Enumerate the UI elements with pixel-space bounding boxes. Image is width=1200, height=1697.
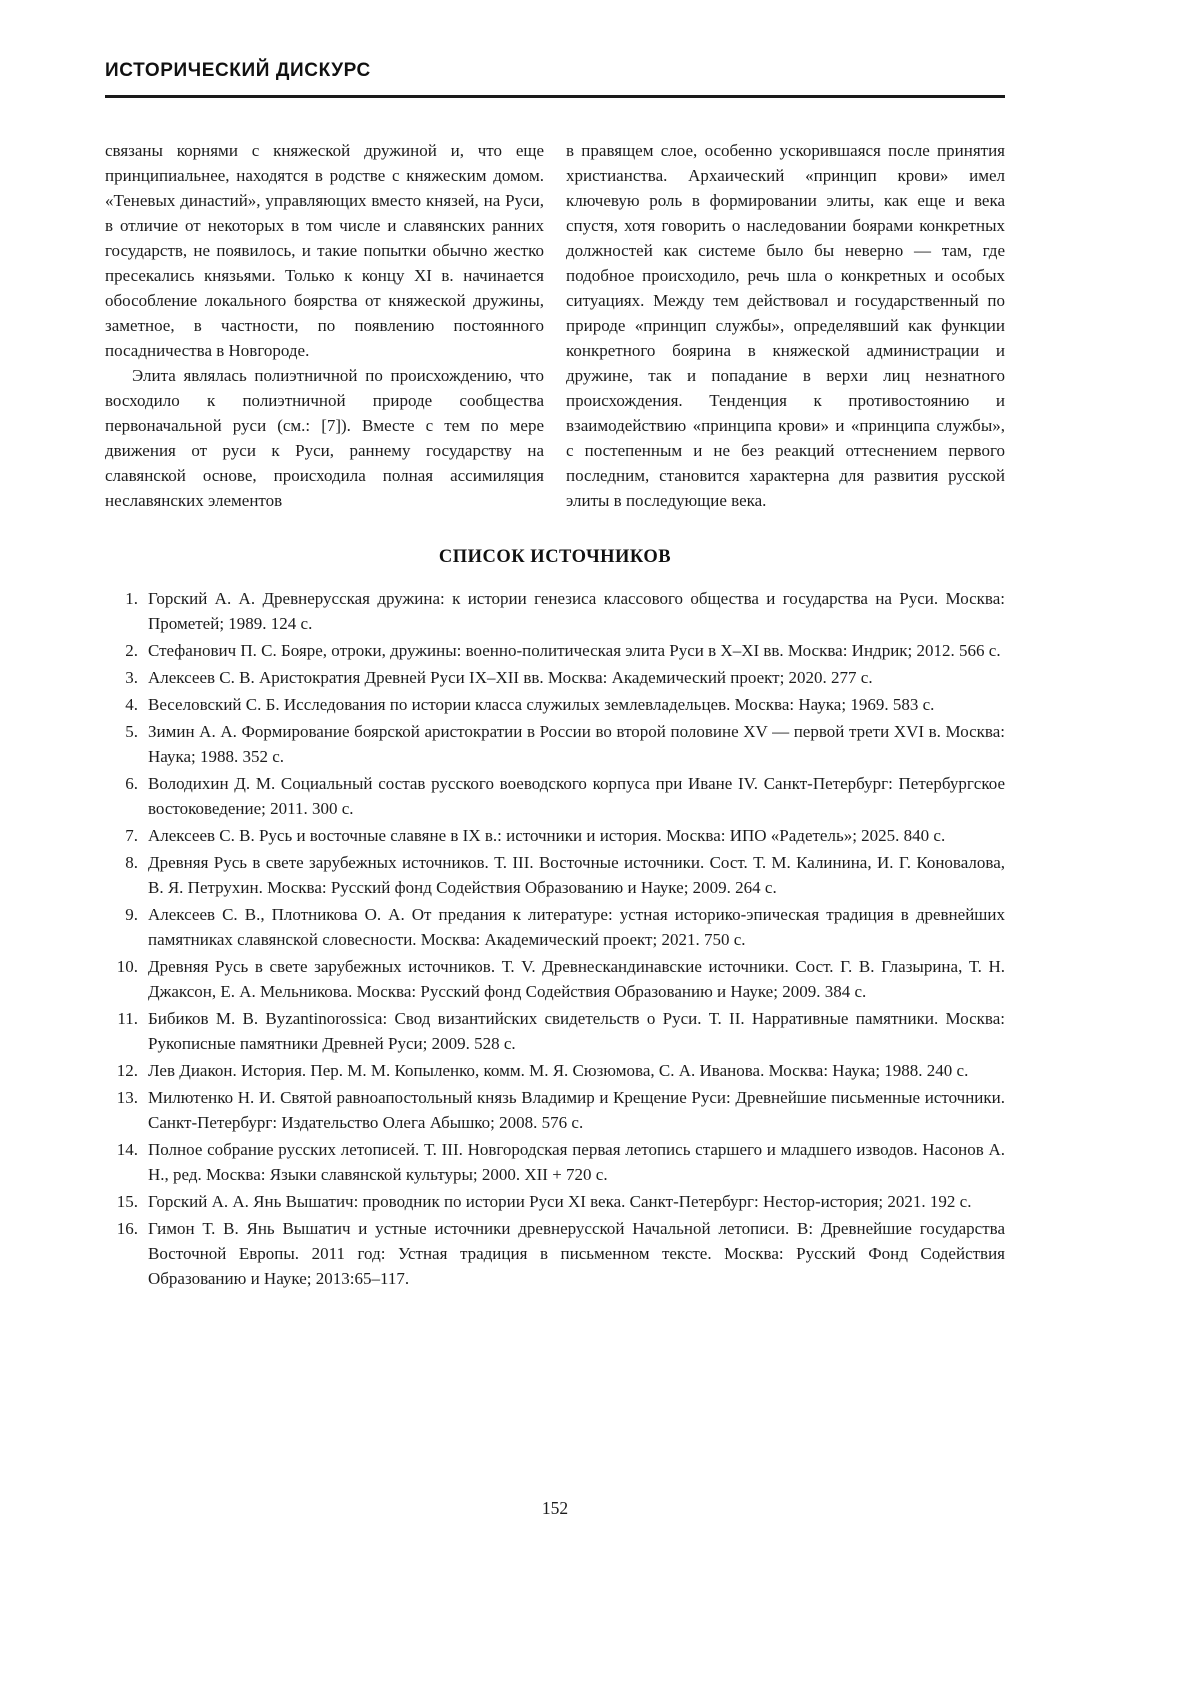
reference-text: Бибиков М. В. Byzantinorossica: Свод византийских свидетельств о Руси. Т. II. Нарративные памятники. Москва: Рукописные памятники Древней Руси; 2009. 528 с. xyxy=(148,1009,1005,1053)
page-content xyxy=(105,58,1005,1293)
reference-item xyxy=(105,1085,1005,1135)
reference-text: Древняя Русь в свете зарубежных источников. Т. III. Восточные источники. Сост. Т. М. Калинина, И. Г. Коновалова, В. Я. Петрухин. Москва: Русский фонд Содействия Образованию и Науке; 2009. 264 с. xyxy=(148,853,1005,897)
reference-number: 14. xyxy=(116,1140,138,1159)
reference-number: 16. xyxy=(116,1219,138,1238)
paragraph: Элита являлась полиэтничной по происхождению, что восходило к полиэтничной природе сообщества первоначальной руси (см.: [7]). Вместе с тем по мере движения от руси к Руси, раннему государству на славянской основе, происходила полная ассимиляция неславянских элементов xyxy=(105,366,544,510)
reference-number: 7. xyxy=(125,826,138,845)
reference-number: 2. xyxy=(125,641,138,660)
reference-text: Стефанович П. С. Бояре, отроки, дружины: военно-политическая элита Руси в X–XI вв. Москва: Индрик; 2012. 566 с. xyxy=(148,641,1001,660)
paragraph: связаны корнями с княжеской дружиной и, что еще принципиальнее, находятся в родстве с княжеским домом. «Теневых династий», управляющих вместо князей, на Руси, в отличие от некоторых в том числе и славянских ранних государств, не появилось, и такие попытки обычно жестко пресекались князьями. Только к концу XI в. начинается обособление локального боярства от княжеской дружины, заметное, в частности, по появлению постоянного посадничества в Новгороде. xyxy=(105,141,544,360)
reference-number: 5. xyxy=(125,722,138,741)
reference-text: Алексеев С. В., Плотникова О. А. От предания к литературе: устная историко-эпическая традиция в древнейших памятниках славянской словесности. Москва: Академический проект; 2021. 750 с. xyxy=(148,905,1005,949)
reference-item xyxy=(105,692,1005,717)
reference-number: 15. xyxy=(116,1192,138,1211)
reference-item xyxy=(105,1216,1005,1291)
sources-list xyxy=(105,586,1005,1291)
reference-number: 6. xyxy=(125,774,138,793)
reference-item xyxy=(105,719,1005,769)
paragraph: в правящем слое, особенно ускорившаяся после принятия христианства. Архаический «принцип крови» имел ключевую роль в формировании элиты, как еще и века спустя, хотя говорить о наследовании боярами конкретных должностей как системе было бы неверно — там, где подобное происходило, речь шла о конкретных и особых ситуациях. Между тем действовал и государственный по природе «принцип службы», определявший как функции конкретного боярина в княжеской администрации и дружине, так и попадание в верхи лиц незнатного происхождения. Тенденция к противостоянию и взаимодействию «принципа крови» и «принципа службы», с постепенным и не без реакций оттеснением первого последним, становится характерна для развития русской элиты в последующие века. xyxy=(566,141,1005,510)
reference-number: 13. xyxy=(116,1088,138,1107)
reference-number: 3. xyxy=(125,668,138,687)
reference-number: 10. xyxy=(116,957,138,976)
reference-text: Лев Диакон. История. Пер. М. М. Копыленко, комм. М. Я. Сюзюмова, С. А. Иванова. Москва: Наука; 1988. 240 с. xyxy=(148,1061,969,1080)
sources-heading: СПИСОК ИСТОЧНИКОВ xyxy=(438,547,672,567)
reference-text: Горский А. А. Янь Вышатич: проводник по истории Руси XI века. Санкт-Петербург: Нестор-история; 2021. 192 с. xyxy=(148,1192,972,1211)
reference-item xyxy=(105,1189,1005,1214)
header-rule xyxy=(105,95,1005,98)
body-columns xyxy=(105,138,1005,513)
reference-item xyxy=(105,823,1005,848)
reference-text: Древняя Русь в свете зарубежных источников. Т. V. Древнескандинавские источники. Сост. Г. В. Глазырина, Т. Н. Джаксон, Е. А. Мельникова. Москва: Русский фонд Содействия Образованию и Науке; 2009. 384 с. xyxy=(148,957,1005,1001)
reference-text: Зимин А. А. Формирование боярской аристократии в России во второй половине XV — первой трети XVI в. Москва: Наука; 1988. 352 с. xyxy=(148,722,1005,766)
reference-text: Милютенко Н. И. Святой равноапостольный князь Владимир и Крещение Руси: Древнейшие письменные источники. Санкт-Петербург: Издательство Олега Абышко; 2008. 576 с. xyxy=(148,1088,1005,1132)
reference-text: Алексеев С. В. Аристократия Древней Руси IX–XII вв. Москва: Академический проект; 2020. 277 с. xyxy=(148,668,873,687)
reference-number: 11. xyxy=(117,1009,138,1028)
reference-item xyxy=(105,1137,1005,1187)
reference-number: 8. xyxy=(125,853,138,872)
reference-item xyxy=(105,665,1005,690)
reference-text: Гимон Т. В. Янь Вышатич и устные источники древнерусской Начальной летописи. В: Древнейшие государства Восточной Европы. 2011 год: Устная традиция в письменном тексте. Москва: Русский Фонд Содействия Образованию и Науке; 2013:65–117. xyxy=(148,1219,1005,1288)
reference-item xyxy=(105,638,1005,663)
reference-item xyxy=(105,771,1005,821)
reference-item xyxy=(105,1058,1005,1083)
reference-item xyxy=(105,954,1005,1004)
reference-number: 9. xyxy=(125,905,138,924)
reference-item xyxy=(105,1006,1005,1056)
reference-text: Горский А. А. Древнерусская дружина: к истории генезиса классового общества и государства на Руси. Москва: Прометей; 1989. 124 с. xyxy=(148,589,1005,633)
reference-number: 12. xyxy=(116,1061,138,1080)
reference-item xyxy=(105,586,1005,636)
reference-item xyxy=(105,902,1005,952)
reference-number: 4. xyxy=(125,695,138,714)
reference-number: 1. xyxy=(125,589,138,608)
reference-text: Володихин Д. М. Социальный состав русского воеводского корпуса при Иване IV. Санкт-Петербург: Петербургское востоковедение; 2011. 300 с. xyxy=(148,774,1005,818)
left-column xyxy=(105,138,544,513)
right-column xyxy=(566,138,1005,513)
running-head: ИСТОРИЧЕСКИЙ ДИСКУРС xyxy=(105,60,371,81)
reference-text: Веселовский С. Б. Исследования по истории класса служилых землевладельцев. Москва: Наука; 1969. 583 с. xyxy=(148,695,935,714)
page-number: 152 xyxy=(541,1498,569,1518)
reference-item xyxy=(105,850,1005,900)
reference-text: Алексеев С. В. Русь и восточные славяне в IX в.: источники и история. Москва: ИПО «Радетель»; 2025. 840 с. xyxy=(148,826,946,845)
reference-text: Полное собрание русских летописей. Т. III. Новгородская первая летопись старшего и младшего изводов. Насонов А. Н., ред. Москва: Языки славянской культуры; 2000. XII + 720 с. xyxy=(148,1140,1005,1184)
